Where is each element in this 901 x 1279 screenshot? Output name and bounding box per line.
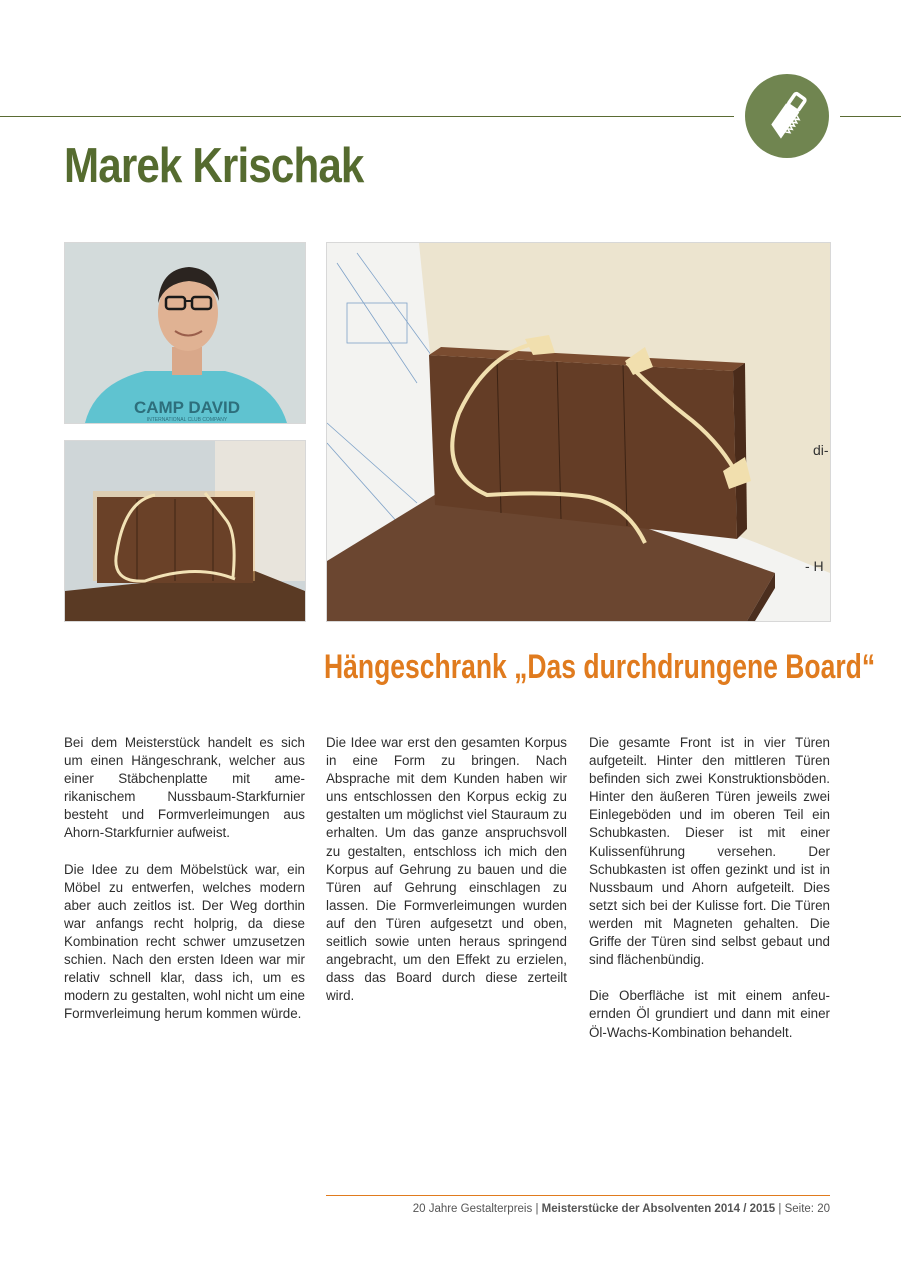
article-title: Hängeschrank „Das durchdrungene Board“ (324, 648, 876, 686)
paragraph: Die Idee war erst den gesamten Korpus in eine Form zu bringen. Nach Absprache mit dem Kunden haben wir uns entschlossen den Korpus eckig zu gestalten um möglichst viel Stauraum zu erhalten. Um das ganze anspruchsvoll zu gestalten, entschloss ich mich den Korpus auf Gehrung zu bauen und die Türen auf Gehrung einschlagen zu lassen. Die Formverleimungen wurden auf den Türen aufgesetzt und oben, seitlich sowie unten heraus springend angebracht, um den Effekt zu erzielen, dass das Board durch diese zerteilt wird. (326, 735, 567, 1004)
footer-rule (326, 1195, 830, 1196)
footer-series-label: 20 Jahre Gestalterpreis (412, 1203, 533, 1215)
shirt-print-text: CAMP DAVID (133, 398, 241, 417)
cabinet-photo-small (64, 440, 306, 622)
category-badge (745, 74, 829, 158)
header-rule-left (0, 116, 734, 117)
paragraph: Die gesamte Front ist in vier Türen aufgeteilt. Hinter den mittleren Türen befinden sich zwei Konstruktionsböden. Hinter den äußeren Türen jeweils zwei Einlegeböden und im oberen Teil ein Schubkasten. Dieser ist mit einer Kulissenführung versehen. Der Schubkasten ist offen gezinkt und ist in Nussbaum und Ahorn aufgeteilt. Dies setzt sich bei der Kulisse fort. Die Türen werden mit Magneten gehalten. Die Griffe der Türen sind selbst gebaut und sind flächenbündig. (589, 735, 830, 968)
page-number: Seite: 20 (784, 1203, 830, 1215)
paragraph: Die Idee zu dem Möbelstück war, ein Möbel zu entwerfen, welches modern aber auch zeitlos ist. Der Weg dorthin war anfangs recht holprig, da diese Kombination recht schwer umzusetzen schien. Nach den ersten Ideen war mir relativ schnell klar, dass ich, um es modern zu gestalten, wohl nicht um eine Formverleimung herum kommen würde. (64, 861, 305, 1022)
saw-icon (759, 88, 815, 144)
paragraph: Die Oberfläche ist mit einem anfeuernden Öl grundiert und dann mit einer Öl-Wachs-Kombination behandelt. (589, 988, 830, 1040)
drawing-label-1: di- (813, 442, 829, 458)
footer-separator: | (778, 1203, 782, 1215)
text-column-3 (589, 734, 830, 1060)
header-rule-right (840, 116, 901, 117)
text-column-1 (64, 734, 305, 1042)
author-name: Marek Krischak (64, 139, 364, 193)
portrait-photo (64, 242, 306, 424)
text-column-2 (326, 734, 567, 1024)
cabinet-photo-main (326, 242, 831, 622)
paragraph: Bei dem Meisterstück handelt es sich um einen Hängeschrank, welcher aus einer Stäbchenplatte mit amerikanischem Nussbaum-Starkfurnier besteht und Formverleimungen aus Ahorn-Starkfurnier aufweist. (64, 735, 305, 841)
footer-publication-title: Meisterstücke der Absolventen 2014 / 2015 (541, 1203, 776, 1215)
shirt-print-subtext: INTERNATIONAL CLUB COMPANY (146, 417, 228, 423)
footer-separator: | (535, 1203, 539, 1215)
page-footer (413, 1203, 830, 1215)
drawing-label-2: - H (805, 558, 824, 574)
